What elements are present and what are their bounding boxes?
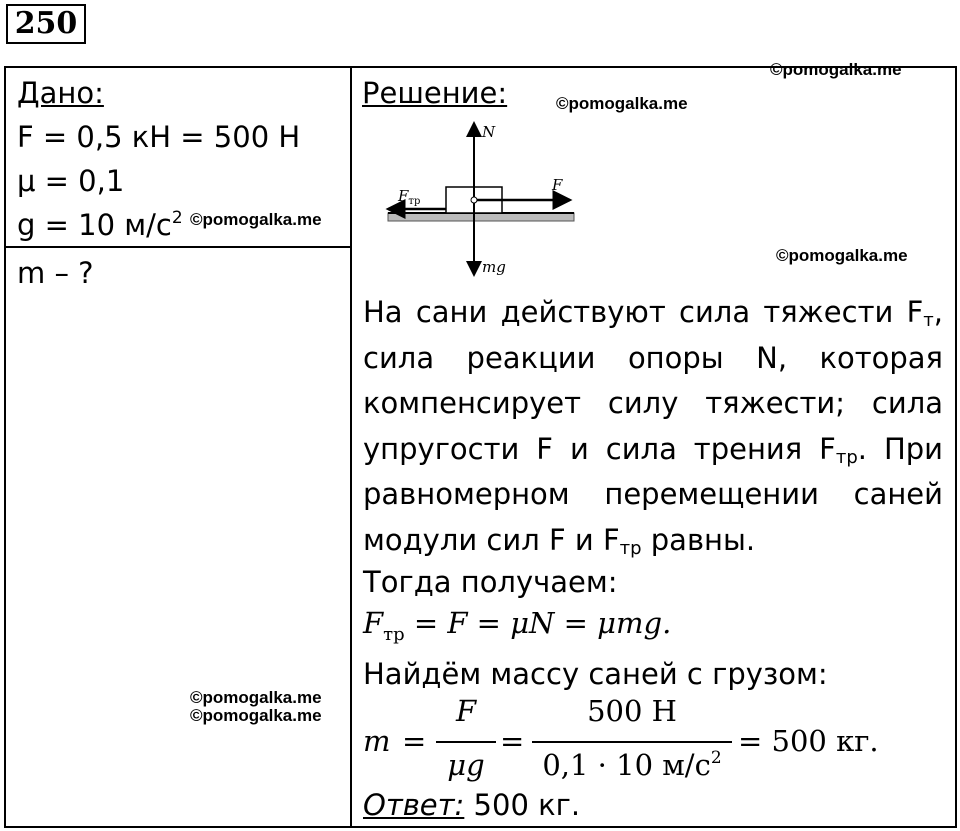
- given-mu: μ = 0,1: [17, 164, 125, 198]
- frac2-bar: [532, 741, 732, 743]
- mass-result: = 500 кг.: [738, 724, 879, 758]
- problem-number: 250: [6, 4, 86, 44]
- watermark: ©pomogalka.me: [776, 246, 908, 265]
- watermark: ©pomogalka.me: [190, 210, 322, 229]
- force-diagram: [380, 115, 580, 285]
- label-mg: mg: [482, 258, 506, 276]
- frac1-bar: [436, 741, 496, 743]
- frac1-denominator: μg: [447, 748, 485, 782]
- given-force: F = 0,5 кН = 500 Н: [17, 120, 301, 154]
- watermark: ©pomogalka.me: [190, 706, 322, 725]
- ground-surface: [388, 213, 574, 221]
- watermark: ©pomogalka.me: [556, 94, 688, 113]
- frac1-numerator: F: [455, 694, 477, 728]
- frac2-numerator: 500 Н: [587, 694, 677, 728]
- watermark: ©pomogalka.me: [190, 688, 322, 707]
- frac2-denominator: 0,1 · 10 $м/с^2$: [542, 748, 722, 782]
- label-F: F: [552, 176, 563, 194]
- label-N: N: [482, 123, 496, 141]
- label-Ftr: $F_{тр}$: [398, 187, 421, 207]
- answer: Ответ: 500 кг.: [363, 788, 581, 822]
- given-header: Дано:: [17, 76, 104, 110]
- solution-paragraph: На сани действуют сила тяжести $F_т$, сила реакции опоры N, которая компенсирует силу тяжести; сила упругости F и сила трения $F_{тр}$. При равномерном перемещении саней модули сил F и $F_{тр}$ равны.: [363, 295, 944, 559]
- watermark: ©pomogalka.me: [770, 60, 902, 79]
- given-g: g = 10 $м/с^2$: [17, 208, 183, 242]
- then-we-get: Тогда получаем:: [363, 565, 618, 599]
- equation-friction: $F_{тр} = F = \mu N = \mu mg$.: [363, 606, 672, 645]
- given-find-divider: [4, 246, 352, 248]
- find-mass: m – ?: [17, 256, 94, 290]
- column-divider: [350, 66, 352, 828]
- solution-header: Решение:: [362, 76, 508, 110]
- find-mass-text: Найдём массу саней с грузом:: [363, 657, 828, 691]
